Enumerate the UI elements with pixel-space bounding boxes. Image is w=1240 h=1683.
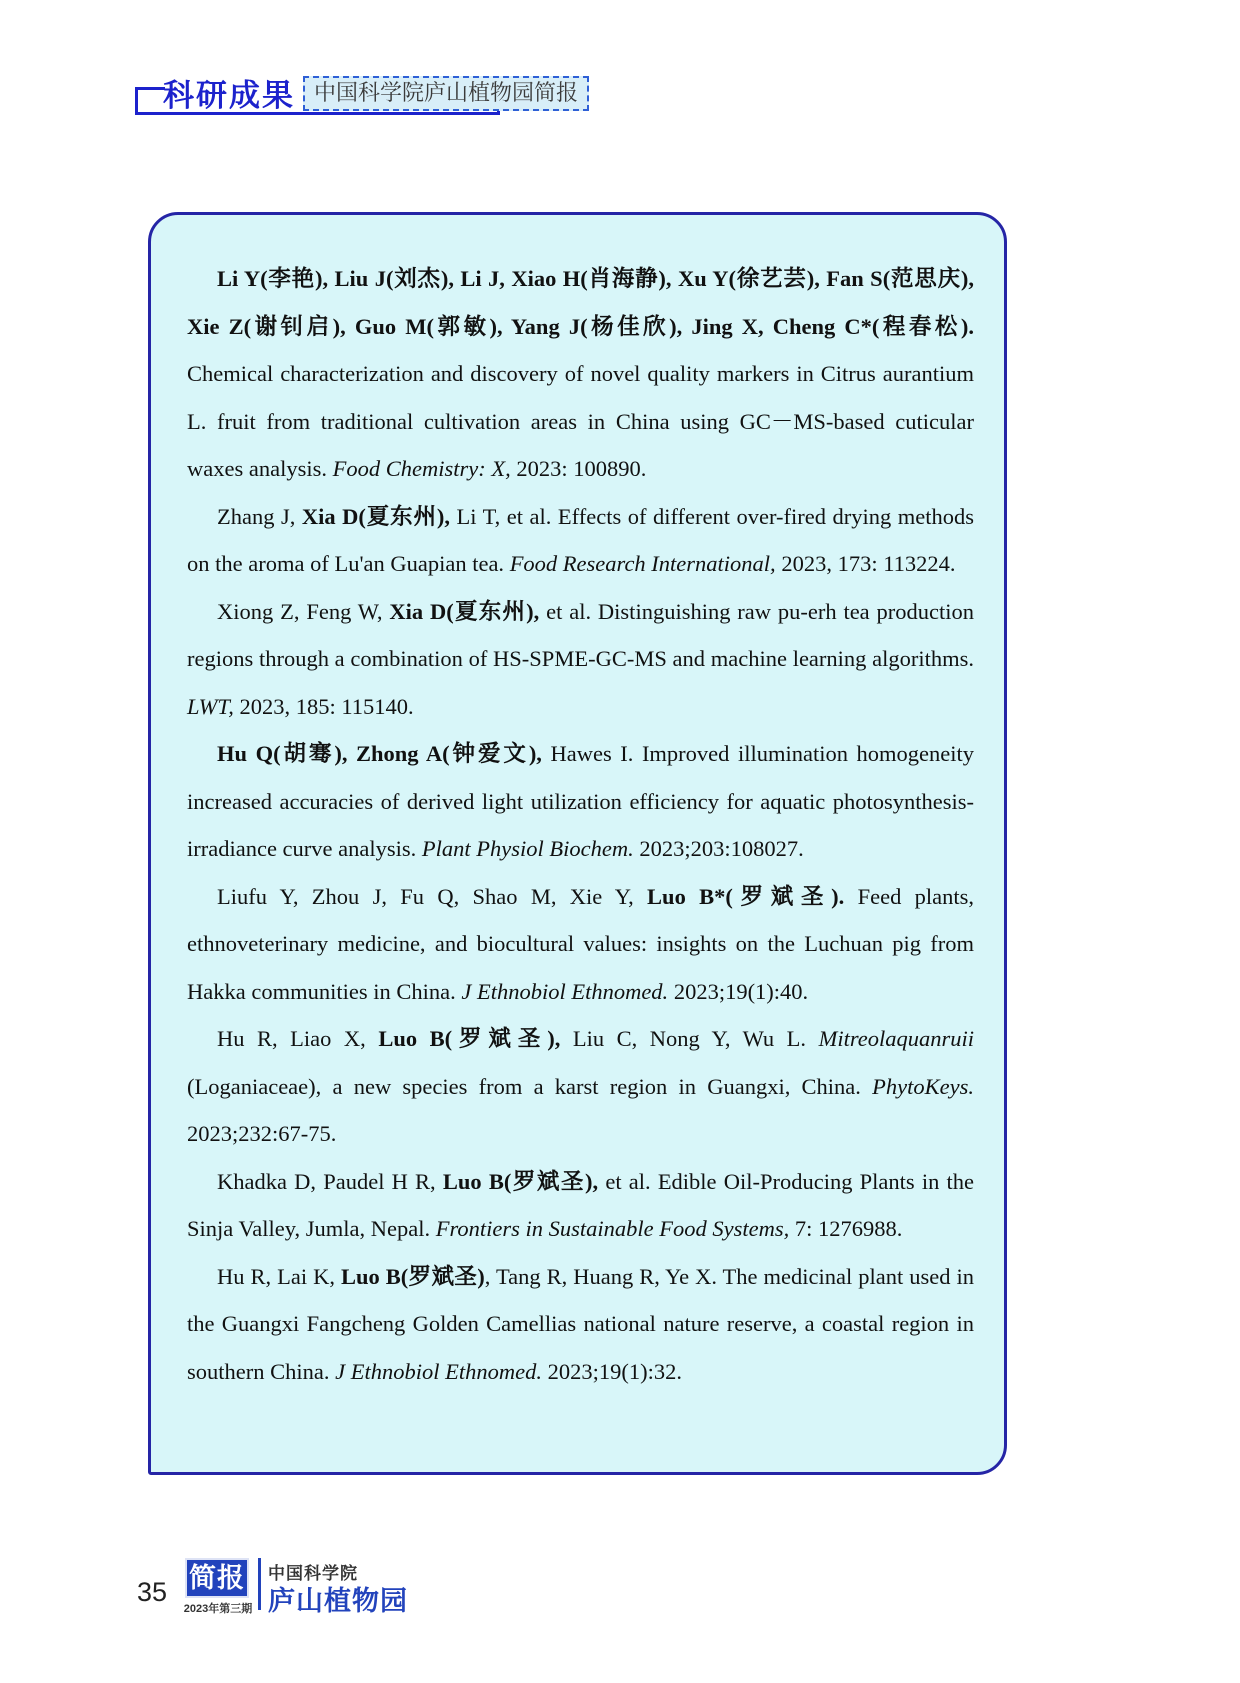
publication-text-segment: J Ethnobiol Ethnomed. (335, 1358, 542, 1384)
page-number: 35 (137, 1577, 168, 1607)
publication-text-segment: 2023;232:67-75. (187, 1121, 337, 1146)
publication-entry (187, 1015, 974, 1158)
publication-text-segment: et al. Edible Oil-Producing Plants in the Sinja Valley, Jumla, Nepal. (187, 1168, 975, 1241)
publication-text-segment: 7: 1276988. (789, 1216, 903, 1241)
publication-text-segment: Li Y(李艳), Liu J(刘杰), Li J, Xiao H(肖海静), Xu Y(徐艺芸), Fan S(范思庆), Xie Z(谢钊启), Guo M(郭敏), Yang J(杨佳欣), Jing X, Cheng C*(程春松). (187, 266, 974, 339)
publication-text-segment: Li T, et al. Effects of different over-fired drying methods on the aroma of Lu'an Guapian tea. (187, 503, 974, 576)
publication-text-segment: J Ethnobiol Ethnomed. (461, 978, 669, 1004)
section-title: 科研成果 (163, 78, 295, 113)
publication-text-segment: PhytoKeys. (872, 1073, 974, 1099)
publication-text-segment: Luo B(罗斌圣), (378, 1026, 561, 1051)
publication-text-segment: Frontiers in Sustainable Food Systems, (435, 1216, 790, 1241)
publication-text-segment: Feed plants, ethnoveterinary medicine, and biocultural values: insights on the Luchuan pig from Hakka communities in China. (187, 883, 975, 1004)
publication-entry (187, 1253, 974, 1396)
publication-text-segment: Hawes I. Improved illumination homogeneity increased accuracies of derived light utilization efficiency for aquatic photosynthesis-irradiance curve analysis. (187, 741, 974, 861)
publication-text-segment: 2023: 100890. (510, 456, 647, 481)
publication-text-segment: Chemical characterization and discovery of novel quality markers in Citrus aurantium L. fruit from traditional cultivation areas in China using GC－MS-based cuticular waxes analysis. (187, 361, 974, 481)
publication-text-segment: Mitreolaquanruii (818, 1026, 974, 1051)
publication-text-segment: Luo B*(罗斌圣). (647, 883, 845, 909)
organization-name-top: 中国科学院 (268, 1564, 358, 1583)
publication-entry (187, 493, 974, 588)
publication-text-segment: 2023, 173: 113224. (775, 551, 956, 576)
publication-text-segment: LWT, (187, 693, 234, 719)
publication-text-segment: Food Research International, (509, 551, 776, 576)
publication-text-segment: 2023, 185: 115140. (233, 693, 414, 719)
publication-text-segment: 2023;19(1):40. (668, 978, 809, 1004)
publication-text-segment: Hu Q(胡骞), Zhong A(钟爱文), (217, 741, 542, 766)
logo-divider (258, 1558, 261, 1610)
publication-text-segment: et al. Distinguishing raw pu-erh tea production regions through a combination of HS-SPME-GC-MS and machine learning algorithms. (187, 598, 975, 671)
publication-entry (187, 873, 974, 1016)
publication-text-segment: Hu R, Liao X, (217, 1026, 379, 1051)
publication-text-segment: 2023;19(1):32. (541, 1358, 682, 1384)
publication-entry (187, 730, 974, 873)
header-bracket-line (135, 87, 138, 115)
publication-text-segment: 2023;203:108027. (633, 836, 804, 861)
bulletin-logo-badge: 简报 (185, 1558, 249, 1598)
publication-text-segment: Xia D(夏东州), (301, 503, 450, 529)
publication-text-segment: Hu R, Lai K, (217, 1263, 341, 1289)
publication-text-segment: Liufu Y, Zhou J, Fu Q, Shao M, Xie Y, (217, 883, 648, 909)
publication-text-segment: Xia D(夏东州), (389, 598, 540, 624)
publication-entry (187, 255, 974, 493)
publications-box (148, 212, 1007, 1475)
publication-entry (187, 588, 974, 731)
publications-list (187, 255, 974, 1395)
header-bracket-line (135, 87, 165, 90)
publication-entry (187, 1158, 974, 1253)
bulletin-title-tag: 中国科学院庐山植物园简报 (303, 76, 589, 111)
publication-text-segment: Zhang J, (217, 503, 302, 529)
publication-text-segment: Liu C, Nong Y, Wu L. (560, 1026, 819, 1051)
publication-text-segment: Luo B(罗斌圣) (341, 1263, 485, 1289)
publication-text-segment: Food Chemistry: X, (332, 456, 511, 481)
publication-text-segment: Plant Physiol Biochem. (421, 836, 634, 861)
publication-text-segment: (Loganiaceae), a new species from a karst region in Guangxi, China. (187, 1073, 873, 1099)
publication-text-segment: Khadka D, Paudel H R, (217, 1168, 443, 1194)
publication-text-segment: Luo B(罗斌圣), (442, 1168, 599, 1194)
publication-text-segment: , Tang R, Huang R, Ye X. The medicinal plant used in the Guangxi Fangcheng Golden Camellias national nature reserve, a coastal region in southern China. (187, 1263, 974, 1384)
publication-text-segment: Xiong Z, Feng W, (217, 598, 390, 624)
bulletin-issue-label: 2023年第三期 (183, 1603, 253, 1615)
organization-name-bottom: 庐山植物园 (268, 1586, 408, 1616)
